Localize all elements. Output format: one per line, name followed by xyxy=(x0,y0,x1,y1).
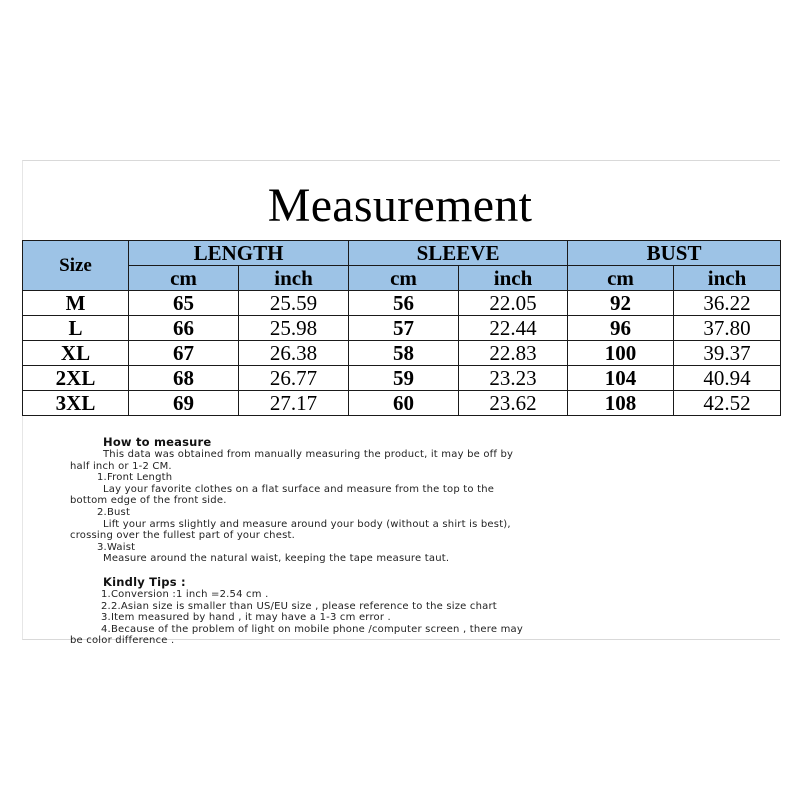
intro-text: half inch or 1-2 CM. xyxy=(70,460,172,472)
bust-cm-cell: 96 xyxy=(568,316,674,341)
how-to-measure-heading: How to measure xyxy=(103,435,212,449)
unit-header: inch xyxy=(459,266,568,291)
unit-header: cm xyxy=(349,266,459,291)
header-group-row xyxy=(23,241,781,266)
size-cell: M xyxy=(23,291,129,316)
sleeve-inch-cell: 22.44 xyxy=(459,316,568,341)
length-cm-cell: 67 xyxy=(129,341,239,366)
waist-title: 3.Waist xyxy=(97,541,136,553)
length-cm-cell: 65 xyxy=(129,291,239,316)
sleeve-cm-cell: 56 xyxy=(349,291,459,316)
sleeve-inch-cell: 23.62 xyxy=(459,391,568,416)
bust-inch-cell: 42.52 xyxy=(674,391,781,416)
unit-header: cm xyxy=(129,266,239,291)
sleeve-inch-cell: 22.83 xyxy=(459,341,568,366)
kindly-tips-heading: Kindly Tips : xyxy=(103,574,186,589)
table-row xyxy=(23,291,781,316)
tip-item: be color difference . xyxy=(70,635,175,647)
length-inch-cell: 26.38 xyxy=(239,341,349,366)
length-inch-cell: 25.98 xyxy=(239,316,349,341)
length-group-header: LENGTH xyxy=(129,241,349,266)
table-row xyxy=(23,341,781,366)
front-length-text: bottom edge of the front side. xyxy=(70,495,227,507)
bust-cm-cell: 108 xyxy=(568,391,674,416)
length-inch-cell: 25.59 xyxy=(239,291,349,316)
tip-item: 1.Conversion :1 inch =2.54 cm . xyxy=(101,588,269,600)
length-cm-cell: 69 xyxy=(129,391,239,416)
size-cell: XL xyxy=(23,341,129,366)
bust-text: crossing over the fullest part of your chest. xyxy=(70,530,295,542)
table-row xyxy=(23,391,781,416)
sleeve-cm-cell: 60 xyxy=(349,391,459,416)
tip-item: 2.2.Asian size is smaller than US/EU size , please reference to the size chart xyxy=(101,600,497,612)
intro-text: This data was obtained from manually measuring the product, it may be off by xyxy=(103,449,514,460)
header-unit-row xyxy=(23,266,781,291)
waist-text: Measure around the natural waist, keeping the tape measure taut. xyxy=(103,553,450,565)
length-inch-cell: 26.77 xyxy=(239,366,349,391)
bust-inch-cell: 40.94 xyxy=(674,366,781,391)
bust-inch-cell: 39.37 xyxy=(674,341,781,366)
unit-header: cm xyxy=(568,266,674,291)
tip-item: 4.Because of the problem of light on mobile phone /computer screen , there may xyxy=(101,623,523,635)
size-table xyxy=(22,240,781,416)
length-inch-cell: 27.17 xyxy=(239,391,349,416)
page-title: Measurement xyxy=(267,179,533,232)
front-length-text: Lay your favorite clothes on a flat surface and measure from the top to the xyxy=(103,483,495,495)
length-cm-cell: 66 xyxy=(129,316,239,341)
bust-inch-cell: 37.80 xyxy=(674,316,781,341)
bust-text: Lift your arms slightly and measure around your body (without a shirt is best), xyxy=(103,518,511,530)
measure-notes xyxy=(70,436,720,647)
size-cell: 3XL xyxy=(23,391,129,416)
tip-item: 3.Item measured by hand , it may have a 1-3 cm error . xyxy=(101,612,391,624)
bust-cm-cell: 100 xyxy=(568,341,674,366)
sleeve-inch-cell: 22.05 xyxy=(459,291,568,316)
bust-inch-cell: 36.22 xyxy=(674,291,781,316)
front-length-title: 1.Front Length xyxy=(97,472,173,484)
sleeve-cm-cell: 58 xyxy=(349,341,459,366)
bust-group-header: BUST xyxy=(568,241,781,266)
length-cm-cell: 68 xyxy=(129,366,239,391)
bust-cm-cell: 104 xyxy=(568,366,674,391)
sleeve-group-header: SLEEVE xyxy=(349,241,568,266)
size-column-header: Size xyxy=(23,241,129,291)
table-row xyxy=(23,366,781,391)
sleeve-cm-cell: 57 xyxy=(349,316,459,341)
unit-header: inch xyxy=(239,266,349,291)
bust-title: 2.Bust xyxy=(97,506,131,518)
sleeve-inch-cell: 23.23 xyxy=(459,366,568,391)
table-row xyxy=(23,316,781,341)
size-cell: 2XL xyxy=(23,366,129,391)
unit-header: inch xyxy=(674,266,781,291)
bust-cm-cell: 92 xyxy=(568,291,674,316)
size-cell: L xyxy=(23,316,129,341)
sleeve-cm-cell: 59 xyxy=(349,366,459,391)
